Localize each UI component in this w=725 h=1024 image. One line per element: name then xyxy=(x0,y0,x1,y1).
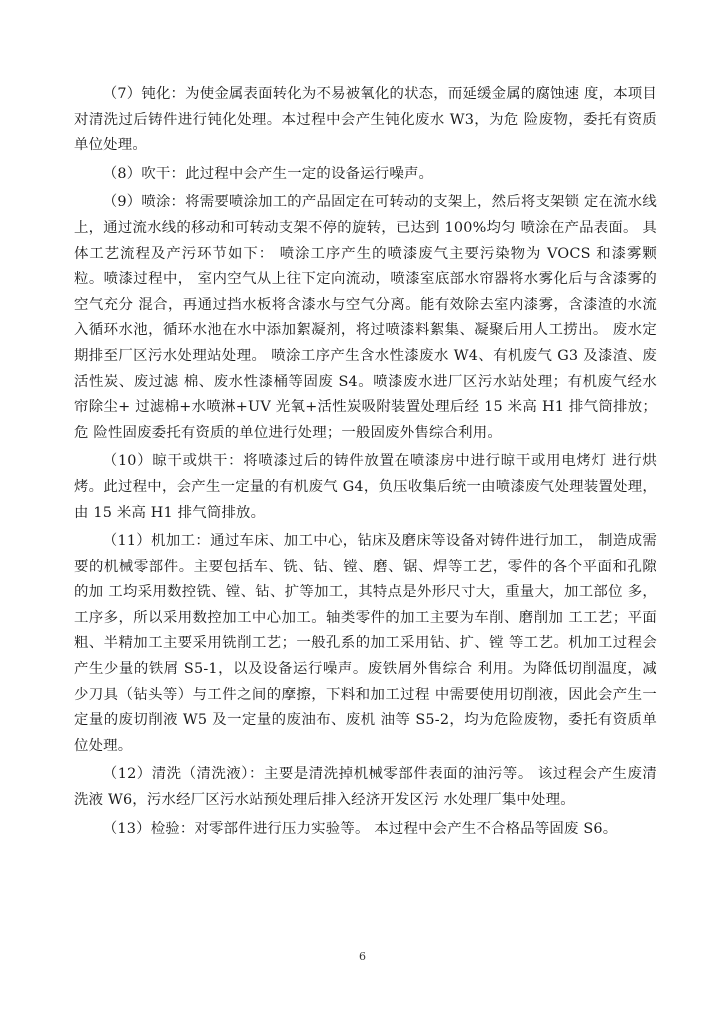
paragraph-blow-dry: （8）吹干：此过程中会产生一定的设备运行噪声。 xyxy=(102,165,434,182)
paragraph-machining: （11）机加工：通过车床、加工中心，钻床及磨床等设备对铸件进行加工， 制造成需要的机械零部件。主要包括车、铣、钻、镗、磨、锯、焊等工艺，零件的各个平面和孔隙的加 工均采用数控铣、镗、钻、扩等加工，其特点是外形尺寸大，重量大，加工部位 多，工序多，所以采用数控加工中心加工。轴类零件的加工主要为车削、磨削加 工工艺；平面粗、半精加工主要采用铣削工艺；一般孔系的加工采用钻、扩、镗 等工艺。机加工过程会产生少量的铁屑 S5-1，以及设备运行噪声。废铁屑外售综合 利用。为降低切削温度，减少刀具（钻头等）与工件之间的摩擦，下料和加工过程 中需要使用切削液，因此会产生一定量的废切削液 W5 及一定量的废油布、废机 油等 S5-2，均为危险废物，委托有资质单位处理。 xyxy=(74,533,657,754)
paragraph-cleaning: （12）清洗（清洗液）：主要是清洗掉机械零部件表面的油污等。 该过程会产生废清洗液 W6，污水经厂区污水站预处理后排入经济开发区污 水处理厂集中处理。 xyxy=(74,766,657,809)
paragraph-inspection: （13）检验：对零部件进行压力实验等。 本过程中会产生不合格品等固废 S6。 xyxy=(102,820,618,837)
paragraph-spraying: （9）喷涂：将需要喷涂加工的产品固定在可转动的支架上，然后将支架锁 定在流水线上，通过流水线的移动和可转动支架不停的旋转，已达到 100%均匀 喷涂在产品表面。 具体工艺流程及产污环节如下： 喷涂工序产生的喷漆废气主要污染物为 VOCS 和漆雾颗粒。喷漆过程中， 室内空气从上往下定向流动，喷漆室底部水帘器将水雾化后与含漆雾的空气充分 混合，再通过挡水板将含漆水与空气分离。能有效除去室内漆雾，含漆渣的水流 入循环水池，循环水池在水中添加絮凝剂，将过喷漆料絮集、凝聚后用人工捞出。 废水定期排至厂区污水处理站处理。 喷涂工序产生含水性漆废水 W4、有机废气 G3 及漆渣、废活性炭、废过滤 棉、废水性漆桶等固废 S4。喷漆废水进厂区污水站处理；有机废气经水帘除尘+ 过滤棉+水喷淋+UV 光氧+活性炭吸附装置处理后经 15 米高 H1 排气筒排放；危 险性固废委托有资质的单位进行处理；一般固废外售综合利用。 xyxy=(74,194,657,441)
document-body xyxy=(74,82,657,845)
paragraph-passivation: （7）钝化：为使金属表面转化为不易被氧化的状态，而延缓金属的腐蚀速 度，本项目对清洗过后铸件进行钝化处理。本过程中会产生钝化废水 W3，为危 险废物，委托有资质单位处理。 xyxy=(74,86,657,154)
page-number: 6 xyxy=(359,950,366,963)
paragraph-drying: （10）晾干或烘干：将喷漆过后的铸件放置在喷漆房中进行晾干或用电烤灯 进行烘烤。此过程中，会产生一定量的有机废气 G4，负压收集后统一由喷漆废气处理装置处理，由 15 米高 H1 排气筒排放。 xyxy=(74,453,657,521)
